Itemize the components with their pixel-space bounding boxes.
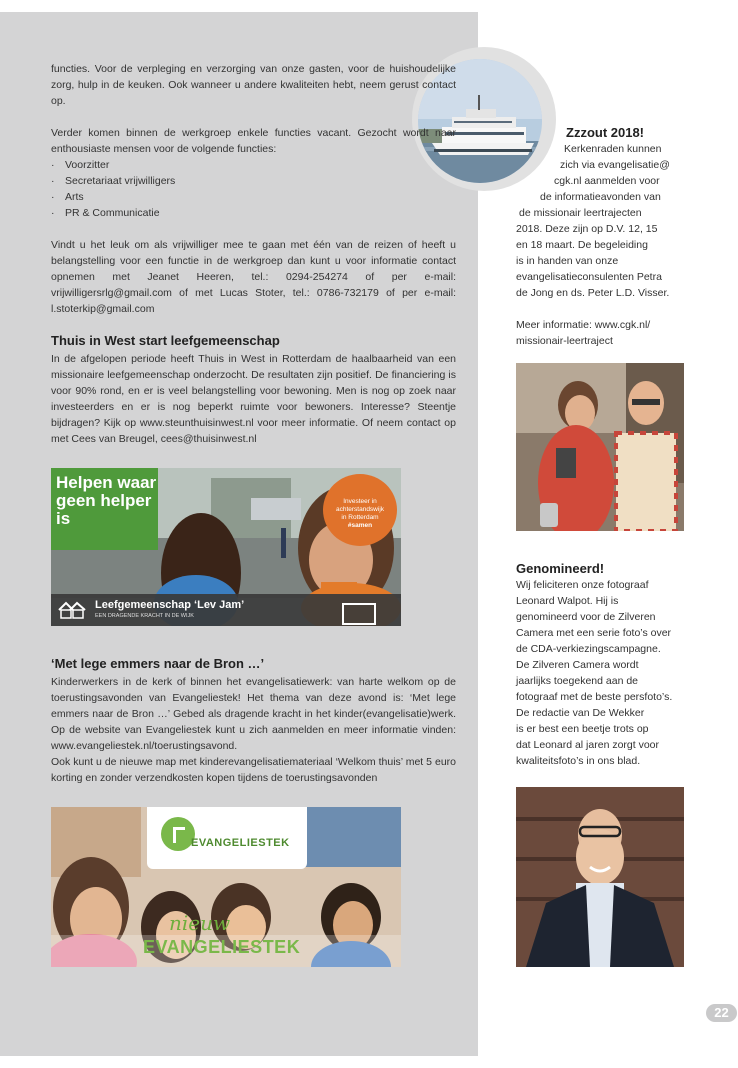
- genomineerd-line: jaarlijks toegekend aan de: [516, 675, 639, 687]
- zzzout-line: Kerkenraden kunnen: [564, 143, 662, 155]
- genomineerd-line: Camera met een serie foto’s over: [516, 627, 672, 639]
- zzzout-line: de Jong en ds. Peter L.D. Visser.: [516, 287, 670, 299]
- bron-title: ‘Met lege emmers naar de Bron …’: [51, 656, 265, 671]
- page-number: 22: [706, 1004, 737, 1022]
- genomineerd-line: de CDA-verkiezingscampagne.: [516, 643, 661, 655]
- west-article: [51, 333, 456, 447]
- badge-text: Investeer in: [343, 498, 377, 505]
- west-body: In de afgelopen periode heeft Thuis in West in Rotterdam de haalbaarheid van een missionaire leefgemeenschap onderzocht. De resultaten zijn positief. De financiering is voor 90% rond, en er is veel belangstelling voor bewoning. Men is nog op zoek naar investeerders en er is nog beperkt ruimte voor bewoners. Interesse? Steentje bijdragen? Kijk op www.steunthuisinwest.nl voor meer informatie. Of neem contact op met Cees van Breugel, cees@thuisinwest.nl: [51, 353, 456, 445]
- functions-list: [51, 157, 456, 221]
- banner-footer-name: Leefgemeenschap ‘Lev Jam’: [95, 599, 245, 611]
- intro-paragraph-3: Vindt u het leuk om als vrijwilliger mee te gaan met één van de reizen of heeft u belangstelling voor een functie in de werkgroep dan kunt u voor informatie contact opnemen met Jeanet Heeren, tel.: 0294-254274 of per e-mail: vrijwilligersrlg@gmail.com of met Lucas Stoter, tel.: 0786-732179 of per e-mail: l.stoterkip@gmail.com: [51, 239, 456, 315]
- function-item: · Voorzitter: [51, 157, 456, 173]
- banner-headline-line: is: [56, 509, 71, 528]
- badge-text: achterstandswijk: [335, 506, 385, 513]
- zzzout-line: evangelisatieconsulenten Petra: [516, 271, 662, 283]
- intro-text: [51, 61, 456, 317]
- zzzout-line: de informatieavonden van: [540, 191, 661, 203]
- intro-paragraph-1: functies. Voor de verpleging en verzorging van onze gasten, voor de huishoudelijke zorg, hulp in de keuken. Ook wanneer u andere kwaliteiten hebt, neem gerust contact op.: [51, 63, 456, 107]
- zzzout-line: cgk.nl aanmelden voor: [554, 175, 660, 187]
- function-item: · PR & Communicatie: [51, 205, 456, 221]
- banner-footer-sub: EEN DRAGENDE KRACHT IN DE WIJK: [95, 613, 194, 619]
- bron-body-2: Ook kunt u de nieuwe map met kinderevangelisatiemateriaal ‘Welkom thuis’ met 5 euro korting en zonder verzendkosten kopen tijdens de toerustingsavonden: [51, 756, 456, 784]
- evangeliestek-big-text: EVANGELIESTEK: [143, 937, 301, 957]
- function-item: · Secretariaat vrijwilligers: [51, 173, 456, 189]
- house-logo-icon: [57, 600, 87, 620]
- genomineerd-line: kwaliteitsfoto’s in ons blad.: [516, 755, 641, 767]
- genomineerd-line: is er best een beetje trots op: [516, 723, 649, 735]
- function-item: · Arts: [51, 189, 456, 205]
- genomineerd-article: [516, 561, 688, 769]
- genomineerd-title: Genomineerd!: [516, 561, 605, 576]
- genomineerd-line: fotograaf met de beste persfoto’s.: [516, 691, 673, 703]
- logo-mark: [173, 827, 185, 843]
- invest-badge: [323, 474, 397, 546]
- zzzout-more: Meer informatie: www.cgk.nl/: [516, 319, 651, 331]
- evangeliestek-banner: [51, 807, 401, 967]
- bron-article: [51, 656, 456, 786]
- portrait-photo: [516, 787, 684, 967]
- badge-text: in Rotterdam: [341, 514, 379, 521]
- banner-headline-line: geen helper: [56, 491, 152, 510]
- lev-jam-banner: [51, 468, 401, 626]
- zzzout-line: is in handen van onze: [516, 255, 619, 267]
- genomineerd-line: De Zilveren Camera wordt: [516, 659, 639, 671]
- zzzout-line: 2018. Deze zijn op D.V. 12, 15: [516, 223, 658, 235]
- zzzout-line: de missionair leertrajecten: [519, 207, 642, 219]
- banner-headline-line: Helpen waar: [56, 473, 157, 492]
- zzzout-title: Zzzout 2018!: [566, 125, 645, 140]
- cooking-photo: [516, 363, 684, 531]
- banner-headline: [56, 474, 156, 528]
- evangeliestek-logo-text: EVANGELIESTEK: [191, 837, 290, 849]
- nieuw-script: nieuw: [169, 911, 231, 935]
- zzzout-article: [516, 125, 688, 349]
- genomineerd-line: Leonard Walpot. Hij is: [516, 595, 619, 607]
- zzzout-line: zich via evangelisatie@: [560, 159, 670, 171]
- west-title: Thuis in West start leefgemeenschap: [51, 333, 280, 348]
- evangeliestek-logo-box: [147, 807, 307, 869]
- zzzout-more: missionair-leertraject: [516, 335, 613, 347]
- genomineerd-line: genomineerd voor de Zilveren: [516, 611, 656, 623]
- bron-body-1: Kinderwerkers in de kerk of binnen het evangelisatiewerk: van harte welkom op de toerustingsavonden van Evangeliestek! Het thema van deze avond is: ‘Met lege emmers naar de Bron …’ Gebed als dragende kracht in het kinder(evangelisatie)werk. Op de website van Evangeliestek kunt u zich aanmelden en meer informatie vinden: www.evangeliestek.nl/toerustingsavond.: [51, 676, 456, 752]
- genomineerd-line: De redactie van De Wekker: [516, 707, 645, 719]
- genomineerd-line: dat Leonard al jaren zorgt voor: [516, 739, 660, 751]
- badge-tag: #samen: [347, 522, 373, 529]
- intro-paragraph-2: Verder komen binnen de werkgroep enkele functies vacant. Gezocht wordt naar enthousiaste mensen voor de volgende functies:: [51, 127, 456, 155]
- zzzout-line: en 18 maart. De begeleiding: [516, 239, 648, 251]
- genomineerd-line: Wij feliciteren onze fotograaf: [516, 579, 649, 591]
